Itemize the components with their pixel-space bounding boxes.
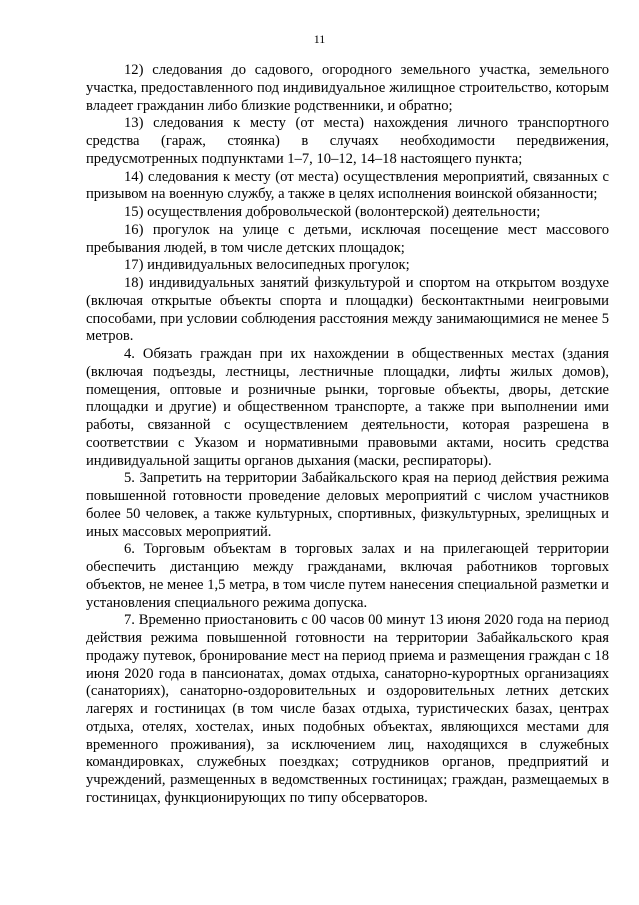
paragraph-item-12: 12) следования до садового, огородного земельного участка, земельного участка, предоставленного под индивидуальное жилищное строительство, которым владеет гражданин либо близкие родственники, и обратно; <box>86 62 609 114</box>
paragraph-item-14: 14) следования к месту (от места) осуществления мероприятий, связанных с призывом на военную службу, а также в целях исполнения воинской обязанности; <box>86 168 609 203</box>
paragraph-item-17: 17) индивидуальных велосипедных прогулок; <box>124 257 410 274</box>
paragraph-item-13: 13) следования к месту (от места) нахождения личного транспортного средства (гараж, стоянка) в случаях необходимости передвижения, предусмотренных подпунктами 1–7, 10–12, 14–18 настоящего пункта; <box>86 115 609 167</box>
paragraph-clause-7: 7. Временно приостановить с 00 часов 00 минут 13 июня 2020 года на период действия режима повышенной готовности на территории Забайкальского края продажу путевок, бронирование мест на период приема и размещения граждан с 18 июня 2020 года в пансионатах, домах отдыха, санаторно-курортных организациях (санаториях), санаторно-оздоровительных и оздоровительных летних детских лагерях и гостиницах (в том числе базах отдыха, туристических базах, центрах отдыха, отелях, хостелах, иных подобных объектах, являющихся местами для временного проживания), за исключением лиц, находящихся в служебных командировках, служебных поездках; сотрудников органов, предприятий и учреждений, размещенных в ведомственных гостиницах; граждан, размещаемых в гостиницах, функционирующих по типу обсерваторов. <box>86 612 609 806</box>
document-body <box>86 62 609 808</box>
page-number: 11 <box>313 32 326 46</box>
paragraph-clause-5: 5. Запретить на территории Забайкальского края на период действия режима повышенной готовности проведение деловых мероприятий с числом участников более 50 человек, а также культурных, спортивных, физкультурных, зрелищных и иных массовых мероприятий. <box>86 470 609 540</box>
paragraph-clause-6: 6. Торговым объектам в торговых залах и на прилегающей территории обеспечить дистанцию между гражданами, включая работников торговых объектов, не менее 1,5 метра, в том числе путем нанесения специальной разметки и установления специального режима допуска. <box>86 541 609 611</box>
paragraph-clause-4: 4. Обязать граждан при их нахождении в общественных местах (здания (включая подъезды, лестницы, лестничные площадки, лифты жилых домов), помещения, оптовые и розничные рынки, торговые объекты, дворы, детские площадки и другие) и общественном транспорте, а также при выполнении ими работы, связанной с осуществлением деятельности, которая разрешена в соответствии с Указом и нормативными правовыми актами, носить средства индивидуальной защиты органов дыхания (маски, респираторы). <box>86 346 609 469</box>
paragraph-item-18: 18) индивидуальных занятий физкультурой и спортом на открытом воздухе (включая открытые объекты спорта и площадки) бесконтактными неигровыми способами, при условии соблюдения расстояния между занимающимися не менее 5 метров. <box>86 275 609 345</box>
paragraph-item-15: 15) осуществления добровольческой (волонтерской) деятельности; <box>124 204 541 220</box>
paragraph-item-16: 16) прогулок на улице с детьми, исключая посещение мест массового пребывания людей, в том числе детских площадок; <box>86 221 609 256</box>
